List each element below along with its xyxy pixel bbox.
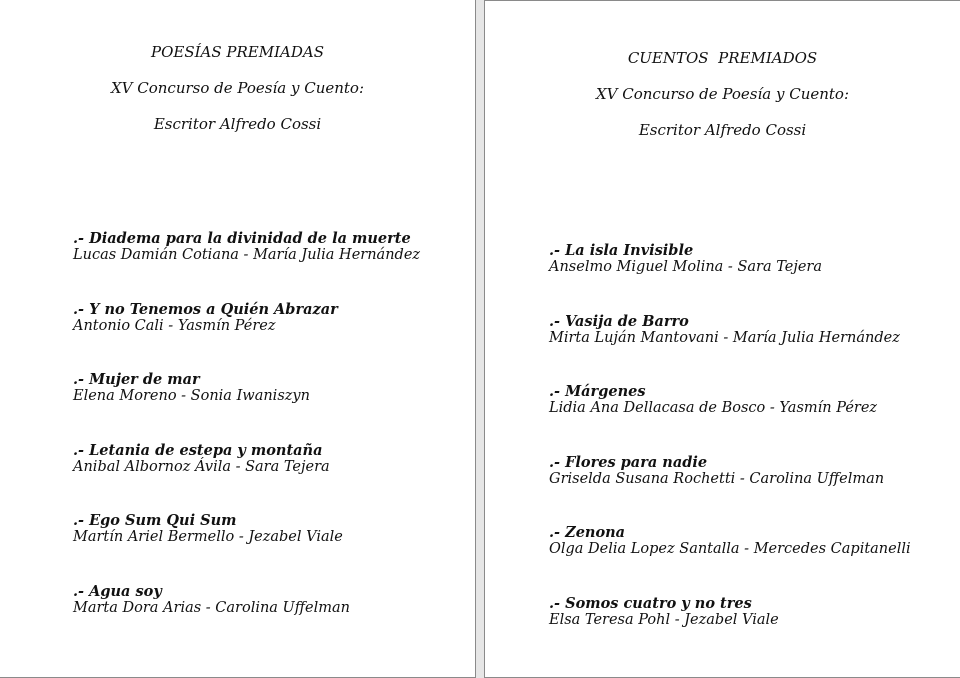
entry-title: .- Diadema para la divinidad de la muerte <box>73 230 411 247</box>
list-item <box>73 512 420 583</box>
list-item <box>73 442 420 513</box>
contest-subtitle: XV Concurso de Poesía y Cuento: <box>110 79 365 97</box>
entry-title: .- Zenona <box>549 524 626 541</box>
right-page <box>484 0 960 678</box>
left-page-header <box>0 43 475 151</box>
list-item <box>73 583 420 654</box>
list-item <box>549 383 911 454</box>
entry-title: .- Ego Sum Qui Sum <box>73 512 237 529</box>
entry-authors: Olga Delia Lopez Santalla - Mercedes Capitanelli <box>549 541 911 557</box>
honoree-subtitle: Escritor Alfredo Cossi <box>153 115 322 133</box>
entry-title: .- Vasija de Barro <box>549 312 689 330</box>
entry-authors: Elsa Teresa Pohl - Jezabel Viale <box>549 611 779 628</box>
entry-authors: Lidia Ana Dellacasa de Bosco - Yasmín Pérez <box>549 400 878 416</box>
honoree-subtitle: Escritor Alfredo Cossi <box>638 121 807 139</box>
entry-title: .- Y no Tenemos a Quién Abrazar <box>73 300 338 318</box>
entry-authors: Anibal Albornoz Ávila - Sara Tejera <box>73 458 330 475</box>
contest-subtitle: XV Concurso de Poesía y Cuento: <box>595 85 850 103</box>
page-title: POESÍAS PREMIADAS <box>150 43 324 61</box>
entry-title: .- Letania de estepa y montaña <box>73 441 323 459</box>
entry-authors: Antonio Cali - Yasmín Pérez <box>73 317 276 334</box>
entry-authors: Elena Moreno - Sonia Iwaniszyn <box>73 388 310 404</box>
entry-authors: Martín Ariel Bermello - Jezabel Viale <box>73 529 343 545</box>
list-item <box>549 524 911 595</box>
story-list <box>549 242 911 665</box>
entry-title: .- Mujer de mar <box>73 371 200 388</box>
entry-title: .- Flores para nadie <box>549 453 708 471</box>
list-item <box>73 230 420 301</box>
poem-list <box>73 230 420 653</box>
entry-title: .- Somos cuatro y no tres <box>549 594 752 612</box>
entry-authors: Lucas Damián Cotiana - María Julia Hernández <box>73 247 421 263</box>
entry-authors: Mirta Luján Mantovani - María Julia Hernández <box>549 329 900 346</box>
right-page-header <box>485 49 960 157</box>
list-item <box>549 242 911 313</box>
page-title: CUENTOS PREMIADOS <box>627 49 818 67</box>
entry-authors: Griselda Susana Rochetti - Carolina Uffelman <box>549 470 885 487</box>
list-item <box>549 454 911 525</box>
entry-title: .- La isla Invisible <box>549 242 694 259</box>
entry-title: .- Márgenes <box>549 383 646 400</box>
list-item <box>73 301 420 372</box>
list-item <box>73 371 420 442</box>
entry-authors: Marta Dora Arias - Carolina Uffelman <box>73 599 351 616</box>
left-page <box>0 0 476 678</box>
list-item <box>549 313 911 384</box>
entry-title: .- Agua soy <box>73 582 162 600</box>
entry-authors: Anselmo Miguel Molina - Sara Tejera <box>549 259 822 275</box>
list-item <box>549 595 911 666</box>
